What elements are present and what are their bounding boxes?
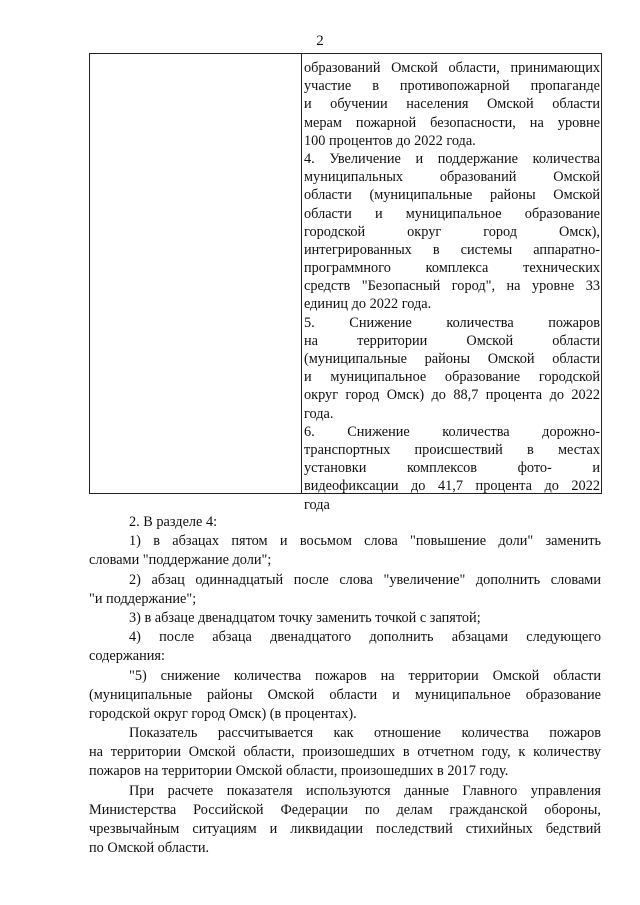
body-text-line: словами "поддержание доли"; bbox=[89, 552, 272, 569]
table-text-line: 5. Снижение количества пожаров bbox=[304, 314, 600, 331]
table-text-line: года bbox=[304, 496, 330, 513]
body-text-line: на территории Омской области, произошедших в отчетном году, к количеству bbox=[89, 744, 601, 761]
table-text-line: и муниципальное образование городской bbox=[304, 369, 600, 386]
body-text-line: 2) абзац одиннадцатый после слова "увеличение" дополнить словами bbox=[129, 571, 601, 588]
table-text-line: образований Омской области, принимающих bbox=[304, 60, 600, 76]
table-right-cell bbox=[304, 59, 600, 514]
table-column-divider bbox=[301, 54, 302, 493]
body-text-line: Министерства Российской Федерации по делам гражданской обороны, bbox=[89, 801, 601, 818]
table-text-line: единиц до 2022 года. bbox=[304, 296, 432, 313]
table-text-line: области (муниципальные районы Омской bbox=[304, 187, 600, 204]
table-text-line: муниципальных образований Омской bbox=[304, 169, 600, 186]
table-text-line: 100 процентов до 2022 года. bbox=[304, 132, 476, 149]
body-text-line: 2. В разделе 4: bbox=[129, 514, 218, 530]
body-text-line: 3) в абзаце двенадцатом точку заменить точкой с запятой; bbox=[129, 609, 481, 626]
table-text-line: мерам пожарной безопасности, на уровне bbox=[304, 114, 600, 131]
table-text-line: участие в противопожарной пропаганде bbox=[304, 78, 600, 95]
table-text-line: транспортных происшествий в местах bbox=[304, 441, 600, 458]
amendment-text bbox=[89, 513, 601, 858]
table-text-line: 4. Увеличение и поддержание количества bbox=[304, 150, 600, 167]
body-text-line: пожаров на территории Омской области, произошедших в 2017 году. bbox=[89, 763, 509, 780]
body-text-line: чрезвычайным ситуациям и ликвидации последствий стихийных бедствий bbox=[89, 821, 601, 837]
body-text-line: содержания: bbox=[89, 648, 165, 665]
table-text-line: и обучении населения Омской области bbox=[304, 96, 600, 113]
body-text-line: "и поддержание"; bbox=[89, 590, 197, 607]
table-text-line: установки комплексов фото- и bbox=[304, 460, 600, 477]
table-text-line: округ город Омск) до 88,7 процента до 2022 bbox=[304, 387, 600, 404]
body-text-line: Показатель рассчитывается как отношение количества пожаров bbox=[129, 725, 601, 742]
table-text-line: видеофиксации до 41,7 процента до 2022 bbox=[304, 478, 600, 495]
continuation-table bbox=[89, 53, 602, 513]
table-text-line: области и муниципальное образование bbox=[304, 205, 600, 222]
table-text-line: на территории Омской области bbox=[304, 332, 600, 349]
body-text-line: При расчете показателя используются данные Главного управления bbox=[129, 782, 601, 799]
body-text-line: по Омской области. bbox=[89, 840, 210, 857]
table-text-line: года. bbox=[304, 405, 334, 422]
body-text-line: 4) после абзаца двенадцатого дополнить абзацами следующего bbox=[129, 629, 601, 646]
body-text-line: 1) в абзацах пятом и восьмом слова "повышение доли" заменить bbox=[129, 533, 601, 550]
body-text-line: (муниципальные районы Омской области и муниципальное образование bbox=[89, 686, 601, 703]
table-text-line: (муниципальные районы Омской области bbox=[304, 351, 600, 367]
table-text-line: 6. Снижение количества дорожно- bbox=[304, 423, 600, 440]
page-number: 2 bbox=[316, 33, 324, 49]
table-text-line: средств "Безопасный город", на уровне 33 bbox=[304, 278, 600, 295]
table-text-line: интегрированных в системы аппаратно- bbox=[304, 241, 600, 258]
body-text-line: городской округ город Омск) (в процентах). bbox=[89, 705, 357, 722]
table-text-line: программного комплекса технических bbox=[304, 260, 600, 277]
table-text-line: городской округ город Омск), bbox=[304, 223, 600, 240]
body-text-line: "5) снижение количества пожаров на территории Омской области bbox=[129, 667, 601, 684]
